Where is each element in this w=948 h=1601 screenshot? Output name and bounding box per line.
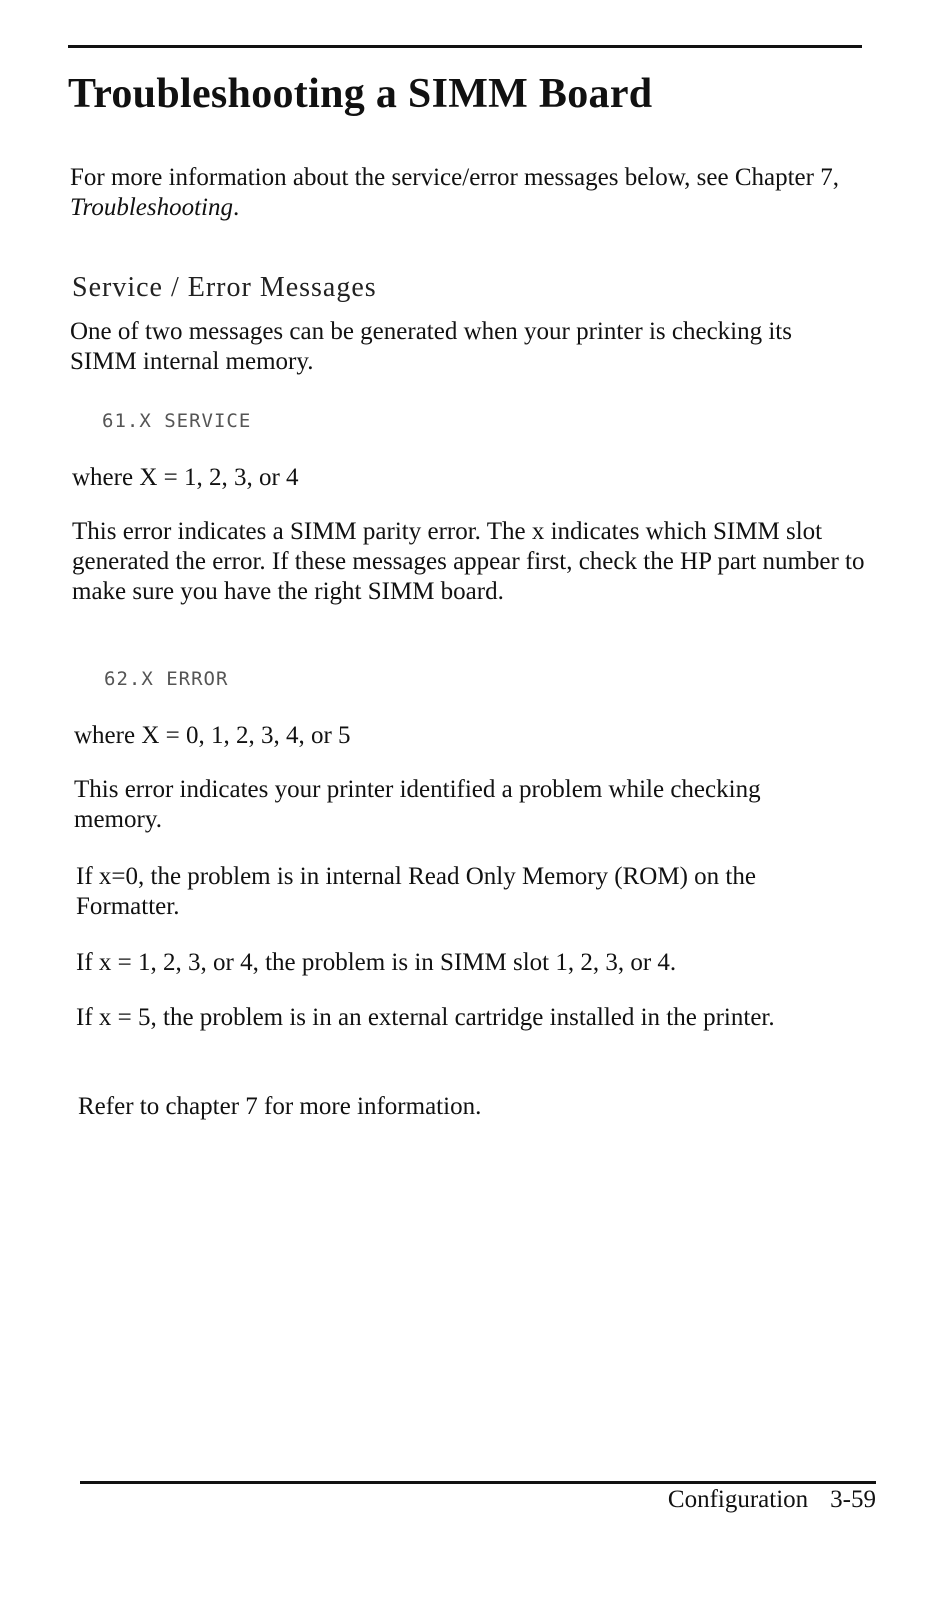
section-heading: Service / Error Messages bbox=[72, 272, 377, 303]
chapter-title: Troubleshooting bbox=[70, 194, 233, 221]
page-title: Troubleshooting a SIMM Board bbox=[68, 71, 653, 117]
page-number: 3-59 bbox=[830, 1486, 876, 1513]
condition-rom: If x=0, the problem is in internal Read Only Memory (ROM) on the Formatter. bbox=[76, 863, 756, 920]
intro-end: . bbox=[233, 194, 240, 221]
top-rule bbox=[68, 45, 862, 48]
bottom-rule bbox=[80, 1481, 876, 1484]
page-footer bbox=[668, 1486, 876, 1514]
closing-paragraph: Refer to chapter 7 for more information. bbox=[78, 1093, 482, 1120]
condition-simm-slot: If x = 1, 2, 3, or 4, the problem is in SIMM slot 1, 2, 3, or 4. bbox=[76, 949, 677, 976]
description-61: This error indicates a SIMM parity error. The x indicates which SIMM slot generated the error. If these messages appear first, check the HP part number to make sure you have the right SIMM board. bbox=[72, 518, 865, 605]
error-code-61: 61.X SERVICE bbox=[102, 410, 252, 432]
intro-paragraph bbox=[70, 163, 870, 223]
section-intro: One of two messages can be generated when your printer is checking its SIMM internal memory. bbox=[70, 318, 792, 375]
intro-text: For more information about the service/error messages below, see Chapter 7, bbox=[70, 164, 839, 191]
where-61: where X = 1, 2, 3, or 4 bbox=[72, 464, 299, 491]
where-62: where X = 0, 1, 2, 3, 4, or 5 bbox=[74, 722, 351, 749]
description-62: This error indicates your printer identified a problem while checking memory. bbox=[74, 776, 761, 833]
footer-section: Configuration bbox=[667, 1486, 809, 1513]
condition-cartridge: If x = 5, the problem is in an external cartridge installed in the printer. bbox=[76, 1004, 775, 1031]
error-code-62: 62.X ERROR bbox=[104, 668, 229, 690]
